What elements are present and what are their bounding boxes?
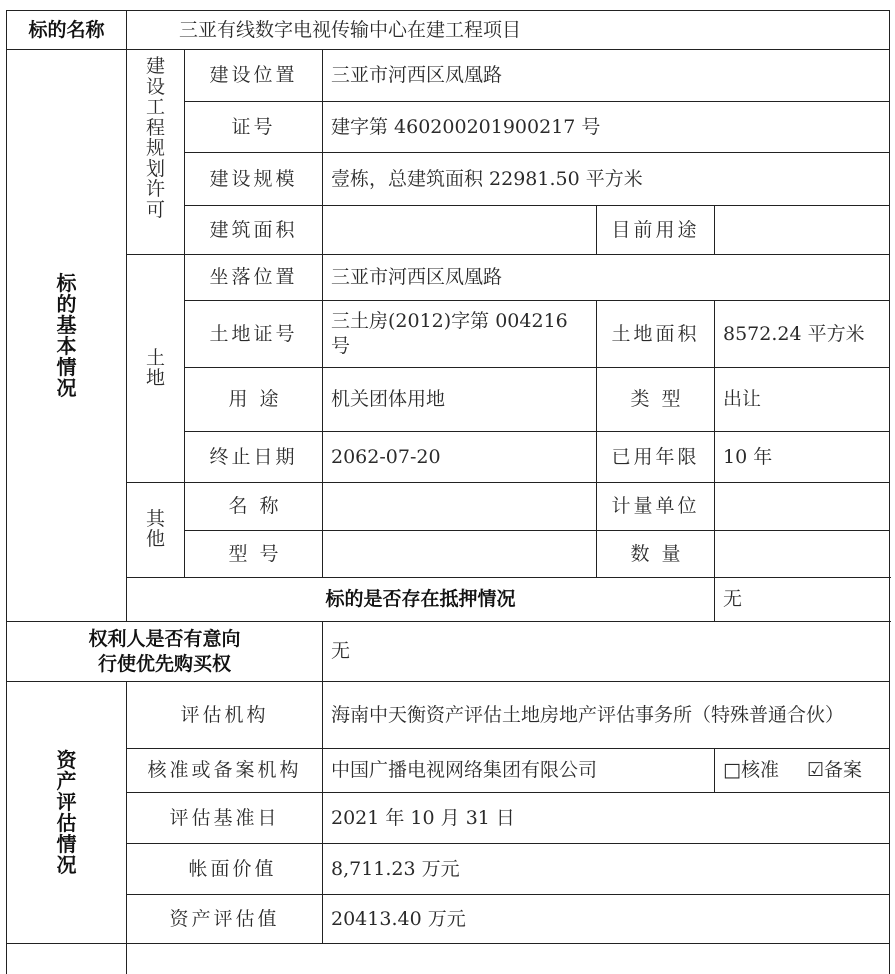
other-model-value (323, 531, 597, 578)
other-group-label: 其他 (127, 483, 185, 578)
land-cert-value: 三土房(2012)字第 004216 号 (323, 301, 597, 368)
land-location-value: 三亚市河西区凤凰路 (323, 255, 890, 301)
current-use-label: 目前用途 (597, 206, 715, 255)
quantity-label: 数 量 (597, 531, 715, 578)
base-date-label: 评估基准日 (127, 793, 323, 844)
basic-section-label: 标的基本情况 (7, 50, 127, 622)
row-assessed-value (7, 895, 890, 944)
land-end-date-label: 终止日期 (185, 432, 323, 483)
build-location-label: 建设位置 (185, 50, 323, 102)
permit-number-value: 建字第 460200201900217 号 (323, 102, 890, 153)
row-mortgage (7, 578, 890, 622)
land-group-label: 土地 (127, 255, 185, 483)
appraisal-agency-value: 海南中天衡资产评估土地房地产评估事务所（特殊普通合伙） (323, 682, 890, 749)
used-years-label: 已用年限 (597, 432, 715, 483)
row-other-name (7, 483, 890, 531)
planning-permit-group-label: 建设工程规划许可 (127, 50, 185, 255)
mortgage-value: 无 (715, 578, 890, 622)
target-info-table (6, 10, 890, 974)
mortgage-label: 标的是否存在抵押情况 (127, 578, 715, 622)
build-location-value: 三亚市河西区凤凰路 (323, 50, 890, 102)
row-book-value (7, 844, 890, 895)
other-model-label: 型 号 (185, 531, 323, 578)
land-area-value: 8572.24 平方米 (715, 301, 890, 368)
preemption-value: 无 (323, 622, 890, 682)
row-target-name (7, 11, 890, 50)
approve-checkbox: □核准 (723, 759, 779, 782)
land-type-value: 出让 (715, 368, 890, 432)
other-name-value (323, 483, 597, 531)
row-base-date (7, 793, 890, 844)
current-use-value (715, 206, 890, 255)
row-land-location (7, 255, 890, 301)
row-next-partial (7, 944, 890, 974)
build-area-label: 建筑面积 (185, 206, 323, 255)
build-scale-label: 建设规模 (185, 153, 323, 206)
preemption-label-line2: 行使优先购买权 (97, 652, 231, 675)
row-preemption (7, 622, 890, 682)
land-cert-label: 土地证号 (185, 301, 323, 368)
target-name-label: 标的名称 (7, 11, 127, 50)
land-use-value: 机关团体用地 (323, 368, 597, 432)
book-value-value: 8,711.23 万元 (323, 844, 890, 895)
preemption-label (7, 622, 323, 682)
appraisal-section-label: 资产评估情况 (7, 682, 127, 944)
filing-agency-value: 中国广播电视网络集团有限公司 (323, 749, 715, 793)
land-use-label: 用 途 (185, 368, 323, 432)
other-name-label: 名 称 (185, 483, 323, 531)
next-row-cell-left (7, 944, 127, 974)
appraisal-agency-label: 评估机构 (127, 682, 323, 749)
quantity-value (715, 531, 890, 578)
book-value-label: 帐面价值 (127, 844, 323, 895)
assessed-value-value: 20413.40 万元 (323, 895, 890, 944)
row-filing-agency (7, 749, 890, 793)
land-type-label: 类 型 (597, 368, 715, 432)
target-name-value: 三亚有线数字电视传输中心在建工程项目 (127, 11, 890, 50)
permit-number-label: 证号 (185, 102, 323, 153)
record-checkbox: ☑备案 (806, 759, 862, 782)
assessed-value-label: 资产评估值 (127, 895, 323, 944)
transfer-info-sheet (6, 10, 889, 960)
row-appraisal-agency (7, 682, 890, 749)
filing-type-options (715, 749, 890, 793)
next-row-cell-right (127, 944, 890, 974)
row-build-location (7, 50, 890, 102)
land-location-label: 坐落位置 (185, 255, 323, 301)
land-end-date-value: 2062-07-20 (323, 432, 597, 483)
build-area-value (323, 206, 597, 255)
measure-unit-value (715, 483, 890, 531)
base-date-value: 2021 年 10 月 31 日 (323, 793, 890, 844)
build-scale-value: 壹栋，总建筑面积 22981.50 平方米 (323, 153, 890, 206)
preemption-label-line1: 权利人是否有意向 (88, 627, 241, 650)
used-years-value: 10 年 (715, 432, 890, 483)
measure-unit-label: 计量单位 (597, 483, 715, 531)
land-area-label: 土地面积 (597, 301, 715, 368)
filing-agency-label: 核准或备案机构 (127, 749, 323, 793)
